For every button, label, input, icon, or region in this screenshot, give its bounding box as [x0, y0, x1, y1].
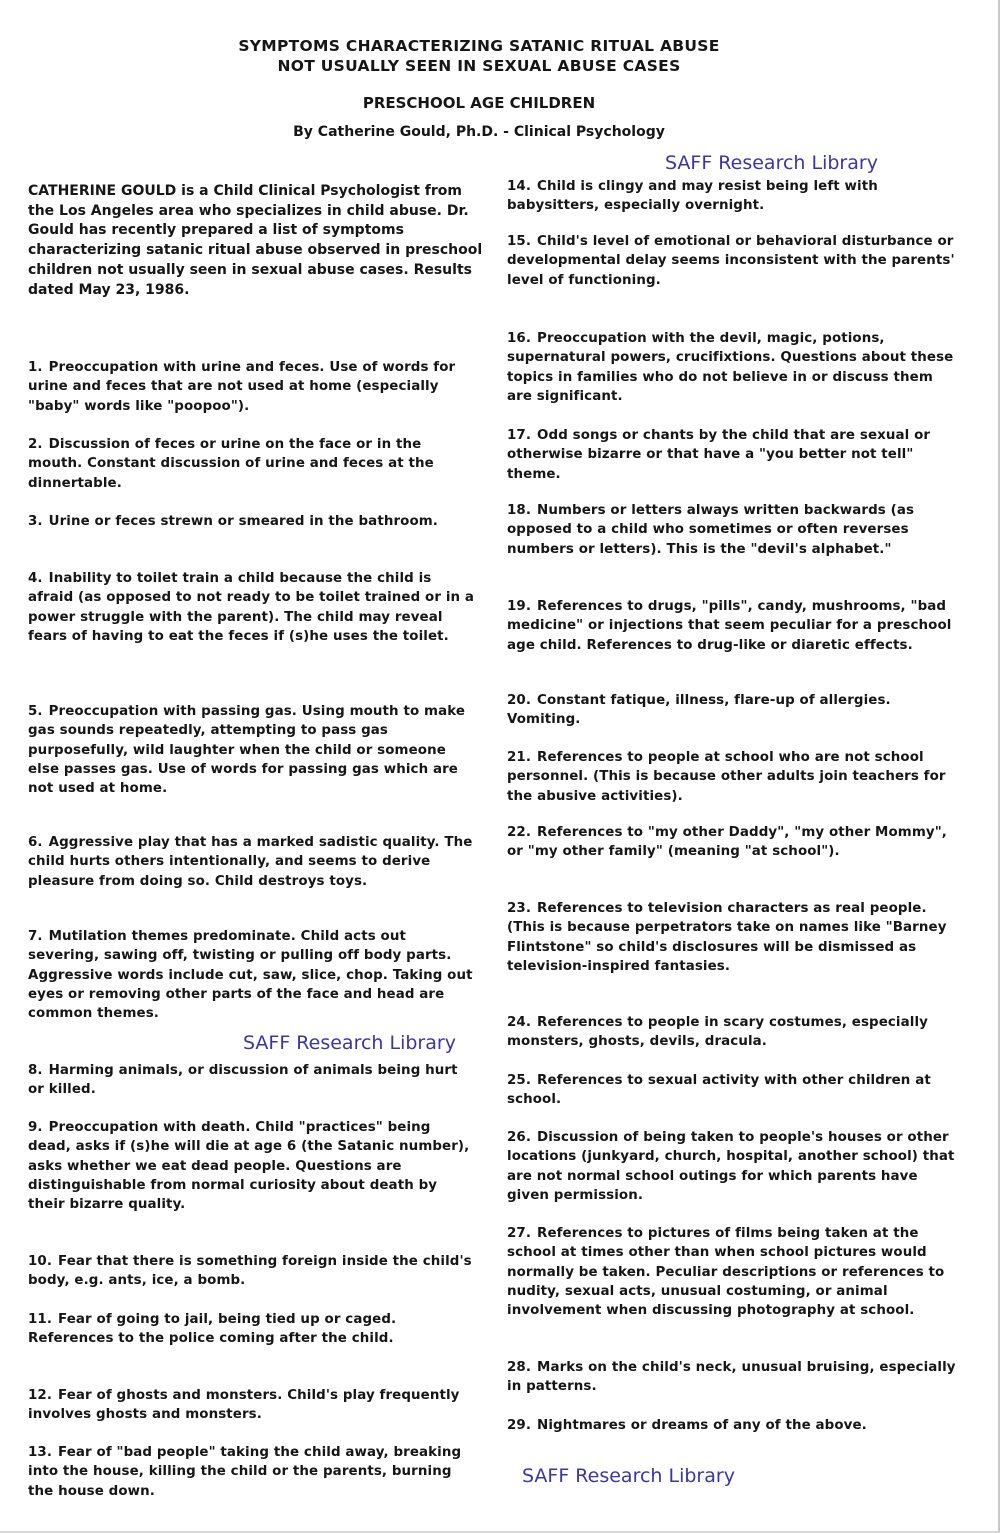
- item-text: Mutilation themes predominate. Child acts out severing, sawing off, twisting or pulling off body parts. Aggressive words include cut, saw, slice, chop. Taking out eyes or removing other parts of the face and head are common themes.: [28, 929, 473, 1022]
- item-number: 29.: [507, 1418, 532, 1433]
- item-text: References to "my other Daddy", "my other Mommy", or "my other family" (meaning "at school").: [507, 825, 947, 860]
- symptom-item-16: [507, 329, 957, 406]
- symptom-item-26: [507, 1128, 957, 1205]
- item-number: 23.: [507, 901, 532, 916]
- document-title-line-2: NOT USUALLY SEEN IN SEXUAL ABUSE CASES: [277, 57, 681, 75]
- item-number: 6.: [28, 835, 43, 850]
- item-number: 14.: [507, 179, 532, 194]
- symptom-item-3: [28, 512, 478, 531]
- item-number: 24.: [507, 1015, 532, 1030]
- item-number: 8.: [28, 1063, 43, 1078]
- symptom-item-29: [507, 1416, 957, 1435]
- item-text: Preoccupation with the devil, magic, potions, supernatural powers, crucifixtions. Questions about these topics in families who do not believe in or discuss them are significant.: [507, 331, 954, 404]
- symptom-item-4: [28, 569, 478, 646]
- symptom-item-17: [507, 426, 957, 484]
- item-text: Fear of ghosts and monsters. Child's play frequently involves ghosts and monsters.: [28, 1388, 460, 1423]
- item-text: Discussion of being taken to people's houses or other locations (junkyard, church, hospital, another school) that are not normal school outings for which parents have given permission.: [507, 1130, 955, 1203]
- item-text: Preoccupation with urine and feces. Use of words for urine and feces that are not used at home (especially "baby" words like "poopoo").: [28, 360, 456, 414]
- symptom-item-8: [28, 1061, 478, 1100]
- document-title-line-1: SYMPTOMS CHARACTERIZING SATANIC RITUAL ABUSE: [238, 37, 720, 55]
- item-text: Harming animals, or discussion of animals being hurt or killed.: [28, 1063, 458, 1098]
- symptom-item-9: [28, 1118, 478, 1214]
- symptom-item-18: [507, 501, 957, 559]
- watermark-top: SAFF Research Library: [665, 152, 878, 174]
- symptom-item-27: [507, 1224, 957, 1320]
- symptom-item-13: [28, 1443, 478, 1501]
- symptom-item-22: [507, 823, 957, 862]
- symptom-item-19: [507, 597, 957, 655]
- symptom-item-5: [28, 702, 478, 798]
- symptom-item-21: [507, 748, 957, 806]
- symptom-item-14: [507, 177, 957, 216]
- item-text: Fear of going to jail, being tied up or caged. References to the police coming after the child.: [28, 1312, 397, 1347]
- item-number: 20.: [507, 693, 532, 708]
- item-number: 10.: [28, 1254, 53, 1269]
- watermark-bottom: SAFF Research Library: [522, 1465, 735, 1487]
- symptom-item-2: [28, 435, 478, 493]
- item-text: Constant fatique, illness, flare-up of allergies. Vomiting.: [507, 693, 891, 728]
- item-number: 9.: [28, 1120, 43, 1135]
- item-number: 26.: [507, 1130, 532, 1145]
- item-text: Aggressive play that has a marked sadistic quality. The child hurts others intentionally, and seems to derive pleasure from doing so. Child destroys toys.: [28, 835, 473, 889]
- item-number: 18.: [507, 503, 532, 518]
- symptom-item-12: [28, 1386, 478, 1425]
- item-text: Urine or feces strewn or smeared in the bathroom.: [48, 514, 438, 529]
- item-text: References to people at school who are not school personnel. (This is because other adults join teachers for the abusive activities).: [507, 750, 946, 804]
- item-number: 4.: [28, 571, 43, 586]
- item-number: 13.: [28, 1445, 53, 1460]
- item-number: 12.: [28, 1388, 53, 1403]
- watermark-middle: SAFF Research Library: [243, 1032, 456, 1054]
- item-number: 7.: [28, 929, 43, 944]
- item-text: References to people in scary costumes, especially monsters, ghosts, devils, dracula.: [507, 1015, 928, 1050]
- item-text: Nightmares or dreams of any of the above.: [537, 1418, 867, 1433]
- item-number: 16.: [507, 331, 532, 346]
- item-number: 27.: [507, 1226, 532, 1241]
- symptom-item-23: [507, 899, 957, 976]
- item-number: 19.: [507, 599, 532, 614]
- item-text: Inability to toilet train a child because the child is afraid (as opposed to not ready to be toilet trained or in a power struggle with the parent). The child may reveal fears of having to eat the feces if (s)he uses the toilet.: [28, 571, 475, 644]
- item-number: 5.: [28, 704, 43, 719]
- item-text: Preoccupation with passing gas. Using mouth to make gas sounds repeatedly, attempting to pass gas purposefully, wild laughter when the child or someone else passes gas. Use of words for passing gas which are not used at home.: [28, 704, 466, 797]
- symptom-item-24: [507, 1013, 957, 1052]
- item-number: 15.: [507, 234, 532, 249]
- symptom-item-7: [28, 927, 478, 1023]
- item-text: References to pictures of films being taken at the school at times other than when school pictures would normally be taken. Peculiar descriptions or references to nudity, sexual acts, unusual costuming, or animal involvement when discussing photography at school.: [507, 1226, 945, 1319]
- symptom-item-11: [28, 1310, 478, 1349]
- item-text: Discussion of feces or urine on the face or in the mouth. Constant discussion of urine and feces at the dinnertable.: [28, 437, 434, 491]
- item-text: Child is clingy and may resist being left with babysitters, especially overnight.: [507, 179, 878, 214]
- symptom-item-20: [507, 691, 957, 730]
- intro-paragraph: CATHERINE GOULD is a Child Clinical Psychologist from the Los Angeles area who specializes in child abuse. Dr. Gould has recently prepared a list of symptoms characterizing satanic ritual abuse observed in preschool children not usually seen in sexual abuse cases. Results dated May 23, 1986.: [28, 183, 483, 298]
- item-number: 22.: [507, 825, 532, 840]
- item-text: References to sexual activity with other children at school.: [507, 1073, 931, 1108]
- item-text: Child's level of emotional or behavioral disturbance or developmental delay seems inconsistent with the parents' level of functioning.: [507, 234, 955, 288]
- symptom-item-6: [28, 833, 478, 891]
- document-subtitle: PRESCHOOL AGE CHILDREN: [362, 94, 596, 112]
- item-text: Numbers or letters always written backwards (as opposed to a child who sometimes or often reverses numbers or letters). This is the "devil's alphabet.": [507, 503, 915, 557]
- item-number: 28.: [507, 1360, 532, 1375]
- item-number: 17.: [507, 428, 532, 443]
- item-number: 21.: [507, 750, 532, 765]
- item-number: 2.: [28, 437, 43, 452]
- item-text: Marks on the child's neck, unusual bruising, especially in patterns.: [507, 1360, 956, 1395]
- symptom-item-15: [507, 232, 957, 290]
- item-text: Fear of "bad people" taking the child away, breaking into the house, killing the child or the parents, burning the house down.: [28, 1445, 462, 1499]
- symptom-item-28: [507, 1358, 957, 1397]
- item-text: References to television characters as real people. (This is because perpetrators take on names like "Barney Flintstone" so child's disclosures will be dismissed as television-inspired fantasies.: [507, 901, 947, 974]
- item-number: 1.: [28, 360, 43, 375]
- document-byline: By Catherine Gould, Ph.D. - Clinical Psychology: [293, 124, 665, 140]
- symptom-item-25: [507, 1071, 957, 1110]
- item-number: 11.: [28, 1312, 53, 1327]
- item-text: Preoccupation with death. Child "practices" being dead, asks if (s)he will die at age 6 (the Satanic number), asks whether we eat dead people. Questions are distinguishable from normal curiosity about death by their bizarre quality.: [28, 1120, 470, 1213]
- symptom-item-1: [28, 358, 478, 416]
- item-number: 25.: [507, 1073, 532, 1088]
- item-text: Fear that there is something foreign inside the child's body, e.g. ants, ice, a bomb.: [28, 1254, 472, 1289]
- item-number: 3.: [28, 514, 43, 529]
- item-text: References to drugs, "pills", candy, mushrooms, "bad medicine" or injections that seem peculiar for a preschool age child. References to drug-like or diaretic effects.: [507, 599, 952, 653]
- symptom-item-10: [28, 1252, 478, 1291]
- item-text: Odd songs or chants by the child that are sexual or otherwise bizarre or that have a "you better not tell" theme.: [507, 428, 931, 482]
